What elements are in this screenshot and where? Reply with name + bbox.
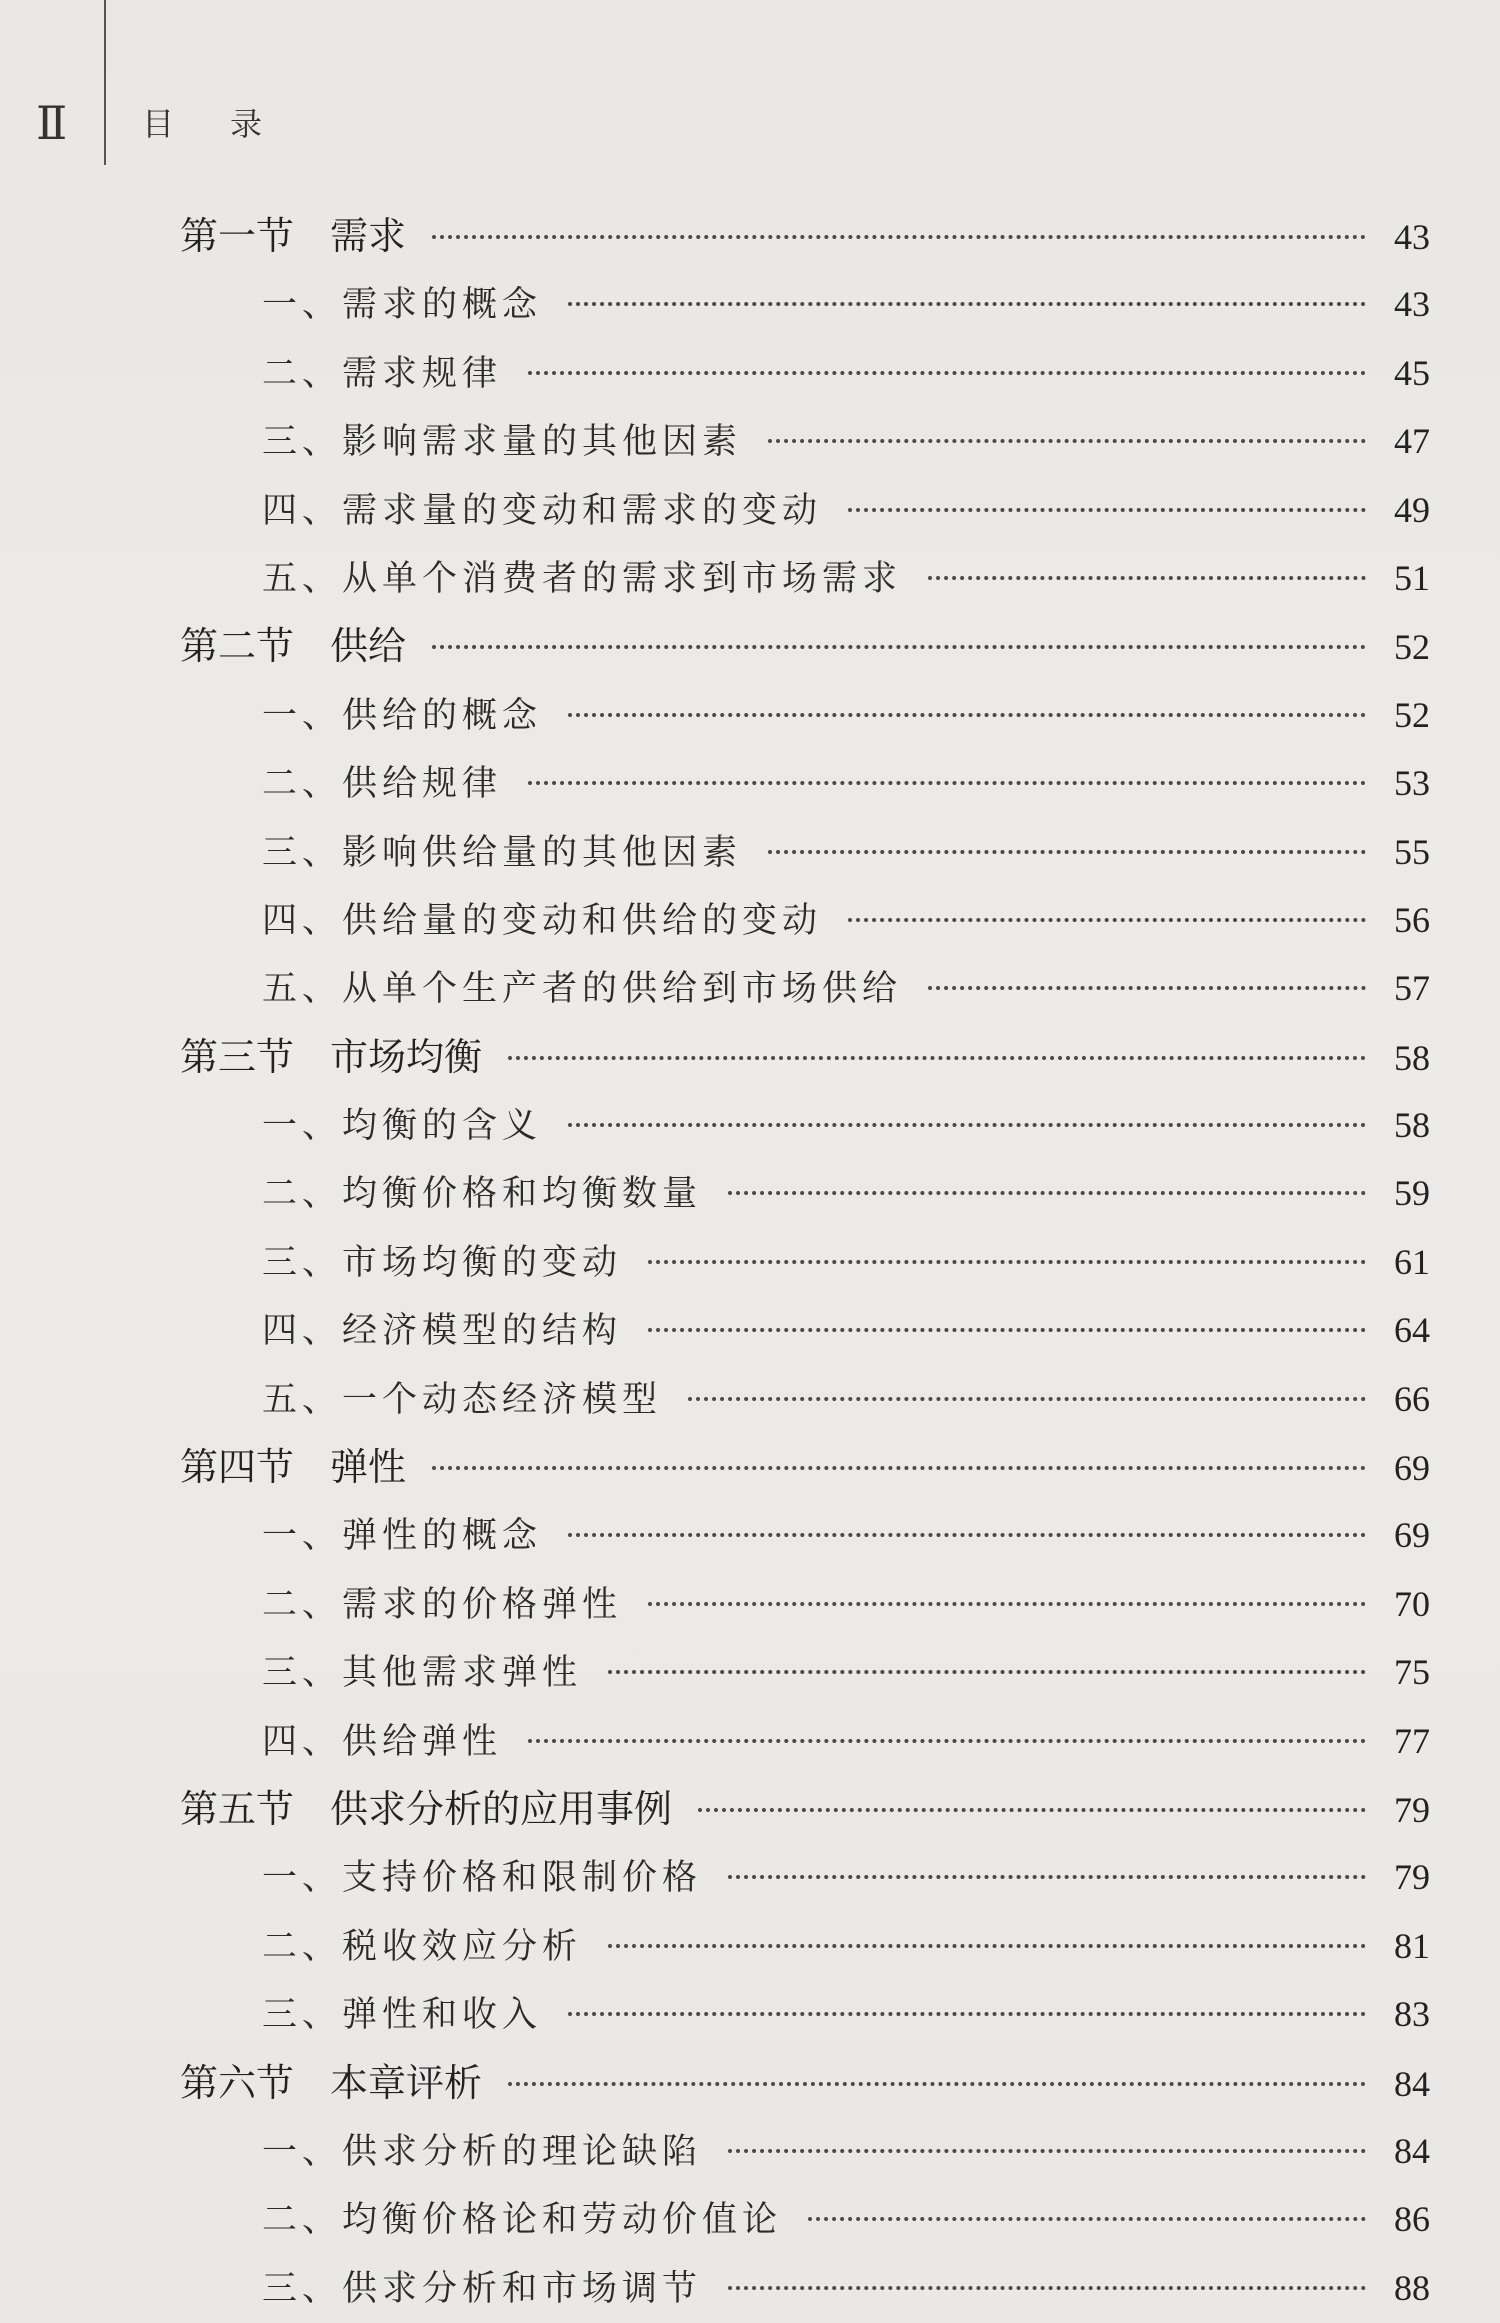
toc-item-label: 三、市场均衡的变动 (262, 1242, 623, 1283)
toc-section-row[interactable] (180, 2049, 1430, 2117)
dot-leader (568, 2012, 1366, 2016)
toc-page-number: 55 (1394, 831, 1430, 872)
toc-item-row[interactable] (180, 1091, 1430, 1159)
toc-page-number: 88 (1394, 2267, 1430, 2308)
toc-page-number: 49 (1394, 489, 1430, 530)
dot-leader (928, 576, 1366, 580)
dot-leader (608, 1944, 1366, 1948)
toc-section-number: 第二节 (180, 624, 295, 669)
toc-item-row[interactable] (180, 1501, 1430, 1569)
toc-item-label: 二、均衡价格论和劳动价值论 (262, 2200, 783, 2241)
toc-item-row[interactable] (180, 1707, 1430, 1775)
toc-section-label (180, 1023, 482, 1091)
dot-leader (768, 439, 1366, 443)
dot-leader (528, 1739, 1366, 1743)
dot-leader (688, 1397, 1366, 1401)
toc-section-label (180, 1433, 406, 1501)
toc-item-label: 二、供给规律 (262, 764, 503, 805)
toc-item-row[interactable] (180, 1980, 1430, 2048)
toc-item-row[interactable] (180, 818, 1430, 886)
toc-section-title: 供给 (330, 624, 407, 669)
dot-leader (568, 713, 1366, 717)
toc-section-number: 第三节 (180, 1034, 295, 1079)
header-divider (104, 0, 106, 165)
toc-item-label: 一、供给的概念 (262, 695, 543, 736)
dot-leader (568, 302, 1366, 306)
toc-item-row[interactable] (180, 1638, 1430, 1706)
toc-item-label: 三、弹性和收入 (262, 1995, 543, 2036)
toc-item-row[interactable] (180, 2117, 1430, 2185)
dot-leader (848, 918, 1366, 922)
toc-item-label: 三、供求分析和市场调节 (262, 2268, 703, 2309)
toc-section-row[interactable] (180, 1775, 1430, 1843)
toc-page-number: 57 (1394, 968, 1430, 1009)
toc-page-number: 86 (1394, 2199, 1430, 2240)
toc-item-label: 一、供求分析的理论缺陷 (262, 2131, 703, 2172)
toc-item-row[interactable] (180, 476, 1430, 544)
toc-item-label: 二、需求的价格弹性 (262, 1584, 623, 1625)
toc-section-row[interactable] (180, 1023, 1430, 1091)
dot-leader (432, 1466, 1366, 1470)
toc-section-title: 需求 (330, 214, 407, 258)
toc-page-number: 58 (1394, 1105, 1430, 1146)
toc-page-number: 83 (1394, 1994, 1430, 2035)
toc-item-row[interactable] (180, 681, 1430, 749)
toc-item-label: 五、从单个消费者的需求到市场需求 (262, 558, 903, 599)
toc-section-label (180, 202, 406, 270)
toc-section-number: 第一节 (180, 214, 295, 258)
toc-page-number: 59 (1394, 1173, 1430, 1214)
toc-page-number: 84 (1394, 2063, 1430, 2104)
toc-item-row[interactable] (180, 1843, 1430, 1911)
toc-item-row[interactable] (180, 1570, 1430, 1638)
toc-item-row[interactable] (180, 407, 1430, 475)
toc-item-row[interactable] (180, 1365, 1430, 1433)
toc-page-number: 70 (1394, 1583, 1430, 1624)
dot-leader (528, 371, 1366, 375)
dot-leader (528, 781, 1366, 785)
toc-section-number: 第四节 (180, 1445, 295, 1490)
toc-section-row[interactable] (180, 1433, 1430, 1501)
toc-item-row[interactable] (180, 886, 1430, 954)
dot-leader (728, 1875, 1366, 1879)
toc-section-label (180, 1775, 672, 1843)
toc-item-row[interactable] (180, 954, 1430, 1022)
page-number: Ⅱ (36, 98, 66, 149)
toc-item-label: 二、需求规律 (262, 353, 503, 394)
toc-page-number: 66 (1394, 1378, 1430, 1419)
dot-leader (432, 645, 1366, 649)
toc-item-row[interactable] (180, 1912, 1430, 1980)
toc-page-number: 43 (1394, 284, 1430, 325)
toc-page-number: 69 (1394, 1515, 1430, 1556)
toc-item-label: 二、税收效应分析 (262, 1926, 583, 1967)
toc-section-title: 弹性 (330, 1445, 407, 1490)
toc-page-number: 64 (1394, 1310, 1430, 1351)
page-header (0, 0, 1500, 170)
toc-section-number: 第六节 (180, 2060, 295, 2105)
toc-page-number: 79 (1394, 1857, 1430, 1898)
toc-item-label: 一、均衡的含义 (262, 1106, 543, 1147)
toc-item-label: 一、弹性的概念 (262, 1516, 543, 1557)
toc-item-label: 二、均衡价格和均衡数量 (262, 1174, 703, 1215)
toc-item-label: 三、影响需求量的其他因素 (262, 422, 743, 463)
dot-leader (728, 2286, 1366, 2290)
toc-item-row[interactable] (180, 2254, 1430, 2322)
toc-page-number: 52 (1394, 694, 1430, 735)
toc-page-number: 58 (1394, 1037, 1430, 1078)
dot-leader (608, 1670, 1366, 1674)
toc-item-label: 四、经济模型的结构 (262, 1311, 623, 1352)
toc-page-number: 84 (1394, 2130, 1430, 2171)
dot-leader (648, 1602, 1366, 1606)
dot-leader (508, 2082, 1366, 2086)
toc-page-number: 79 (1394, 1789, 1430, 1830)
toc-item-row[interactable] (180, 1159, 1430, 1227)
toc-page-number: 52 (1394, 627, 1430, 668)
table-of-contents (180, 202, 1430, 2322)
dot-leader (848, 508, 1366, 512)
toc-section-row[interactable] (180, 612, 1430, 680)
toc-item-label: 一、需求的概念 (262, 285, 543, 326)
dot-leader (568, 1123, 1366, 1127)
toc-item-row[interactable] (180, 1296, 1430, 1364)
toc-section-label (180, 612, 406, 680)
toc-page-number: 43 (1394, 217, 1430, 257)
dot-leader (648, 1260, 1366, 1264)
dot-leader (432, 235, 1366, 239)
dot-leader (728, 2149, 1366, 2153)
toc-section-title: 本章评析 (330, 2060, 483, 2105)
dot-leader (568, 1533, 1366, 1537)
toc-item-row[interactable] (180, 544, 1430, 612)
toc-page-number: 45 (1394, 352, 1430, 393)
toc-item-row[interactable] (180, 1228, 1430, 1296)
toc-page-number: 69 (1394, 1448, 1430, 1489)
dot-leader (508, 1056, 1366, 1060)
running-title (142, 104, 262, 144)
toc-item-label: 四、供给弹性 (262, 1721, 503, 1762)
toc-page-number: 81 (1394, 1925, 1430, 1966)
toc-section-label (180, 2049, 482, 2117)
toc-item-label: 四、需求量的变动和需求的变动 (262, 490, 823, 531)
toc-item-row[interactable] (180, 749, 1430, 817)
toc-section-row[interactable] (180, 202, 1430, 270)
toc-page-number: 51 (1394, 557, 1430, 598)
toc-page-number: 47 (1394, 421, 1430, 462)
toc-section-title: 供求分析的应用事例 (330, 1786, 673, 1831)
toc-page-number: 75 (1394, 1652, 1430, 1693)
dot-leader (768, 850, 1366, 854)
toc-item-row[interactable] (180, 2185, 1430, 2253)
toc-item-label: 五、从单个生产者的供给到市场供给 (262, 969, 903, 1010)
toc-item-label: 五、一个动态经济模型 (262, 1379, 663, 1420)
toc-section-number: 第五节 (180, 1786, 295, 1831)
toc-section-title: 市场均衡 (330, 1034, 483, 1079)
toc-item-label: 三、影响供给量的其他因素 (262, 832, 743, 873)
toc-item-label: 四、供给量的变动和供给的变动 (262, 900, 823, 941)
toc-page-number: 56 (1394, 899, 1430, 940)
running-title-part2: 录 (230, 105, 263, 143)
toc-item-label: 一、支持价格和限制价格 (262, 1858, 703, 1899)
dot-leader (928, 986, 1366, 990)
dot-leader (698, 1808, 1366, 1812)
toc-page-number: 77 (1394, 1720, 1430, 1761)
toc-page-number: 53 (1394, 763, 1430, 804)
dot-leader (808, 2217, 1366, 2221)
toc-item-row[interactable] (180, 270, 1430, 338)
toc-item-label: 三、其他需求弹性 (262, 1653, 583, 1694)
dot-leader (728, 1191, 1366, 1195)
running-title-part1: 目 (142, 105, 175, 143)
toc-page-number: 61 (1394, 1241, 1430, 1282)
dot-leader (648, 1328, 1366, 1332)
toc-item-row[interactable] (180, 339, 1430, 407)
